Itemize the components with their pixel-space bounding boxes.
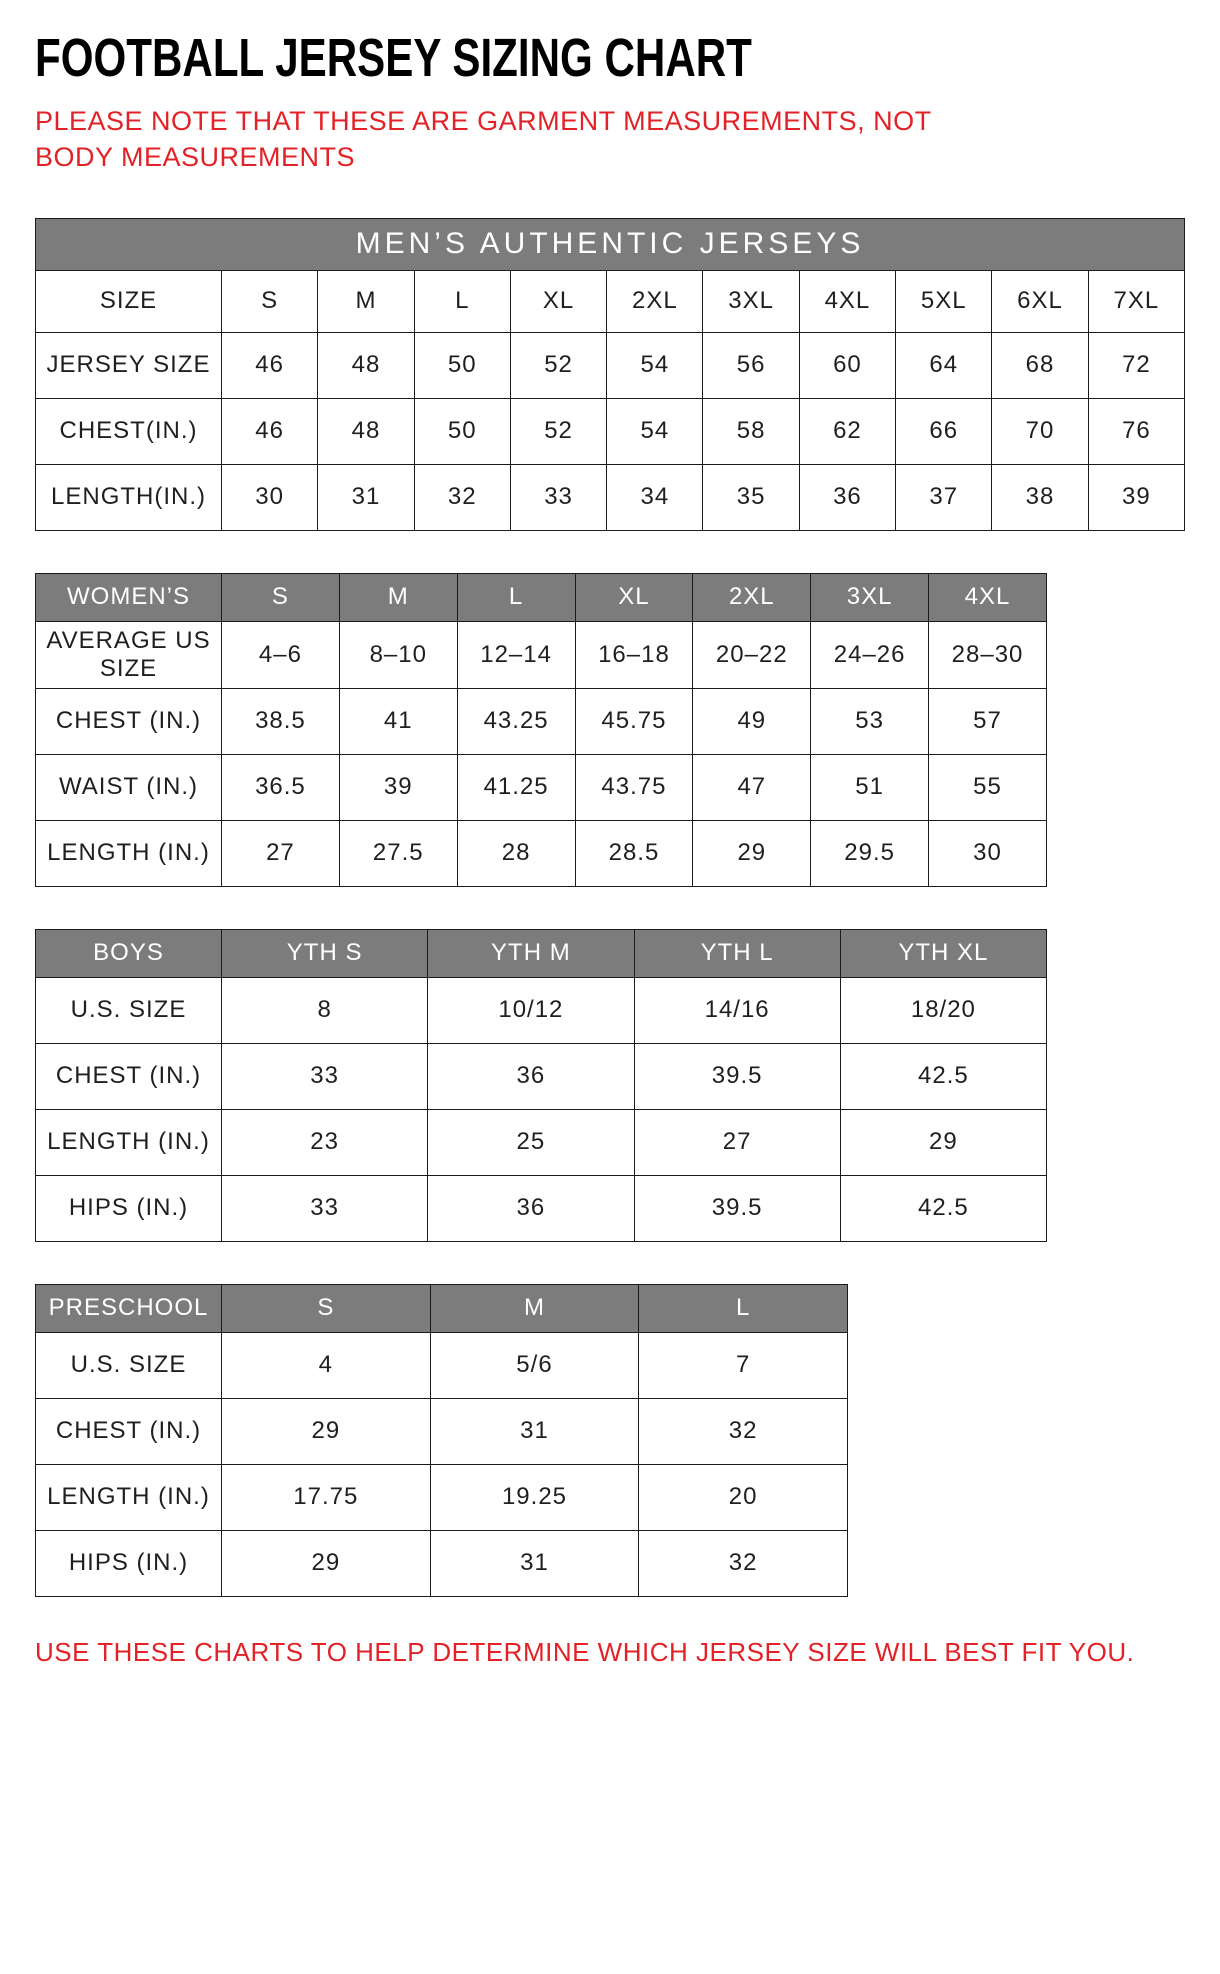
table-row	[36, 1530, 848, 1596]
value-cell: 30	[929, 820, 1047, 886]
value-cell: 23	[222, 1109, 428, 1175]
row-label: U.S. SIZE	[36, 1332, 222, 1398]
value-cell: 10/12	[428, 977, 634, 1043]
row-label: CHEST (IN.)	[36, 1043, 222, 1109]
column-header: L	[414, 270, 510, 332]
column-header: S	[222, 573, 340, 621]
value-cell: 51	[811, 754, 929, 820]
table-header-row	[36, 929, 1047, 977]
row-label: HIPS (IN.)	[36, 1530, 222, 1596]
table-row	[36, 1043, 1047, 1109]
value-cell: 4	[222, 1332, 431, 1398]
value-cell: 57	[929, 688, 1047, 754]
value-cell: 49	[693, 688, 811, 754]
row-label: CHEST(IN.)	[36, 398, 222, 464]
table-row	[36, 977, 1047, 1043]
value-cell: 20–22	[693, 621, 811, 688]
table-banner-row	[36, 218, 1185, 270]
column-header: XL	[575, 573, 693, 621]
value-cell: 39	[1088, 464, 1184, 530]
row-label: HIPS (IN.)	[36, 1175, 222, 1241]
value-cell: 60	[799, 332, 895, 398]
table-row	[36, 754, 1047, 820]
value-cell: 27.5	[339, 820, 457, 886]
table-header-label: PRESCHOOL	[36, 1284, 222, 1332]
value-cell: 55	[929, 754, 1047, 820]
value-cell: 36	[428, 1043, 634, 1109]
table-row	[36, 688, 1047, 754]
column-header: 4XL	[929, 573, 1047, 621]
value-cell: 38.5	[222, 688, 340, 754]
row-label: LENGTH (IN.)	[36, 1109, 222, 1175]
value-cell: 27	[222, 820, 340, 886]
value-cell: 39	[339, 754, 457, 820]
value-cell: 56	[703, 332, 799, 398]
column-header: YTH L	[634, 929, 840, 977]
value-cell: 29	[693, 820, 811, 886]
column-header: 2XL	[607, 270, 703, 332]
value-cell: 38	[992, 464, 1088, 530]
table-row	[36, 820, 1047, 886]
table-row	[36, 1332, 848, 1398]
value-cell: 52	[510, 398, 606, 464]
value-cell: 20	[639, 1464, 848, 1530]
value-cell: 70	[992, 398, 1088, 464]
mens-authentic-jerseys-table	[35, 218, 1185, 531]
column-header: 4XL	[799, 270, 895, 332]
value-cell: 27	[634, 1109, 840, 1175]
value-cell: 29	[222, 1530, 431, 1596]
row-label: WAIST (IN.)	[36, 754, 222, 820]
garment-measurement-note: PLEASE NOTE THAT THESE ARE GARMENT MEASUREMENTS, NOT BODY MEASUREMENTS	[35, 105, 932, 173]
value-cell: 7	[639, 1332, 848, 1398]
value-cell: 39.5	[634, 1175, 840, 1241]
row-label: CHEST (IN.)	[36, 1398, 222, 1464]
value-cell: 39.5	[634, 1043, 840, 1109]
table-header-label: SIZE	[36, 270, 222, 332]
preschool-sizing-table	[35, 1284, 848, 1597]
value-cell: 33	[222, 1175, 428, 1241]
row-label: CHEST (IN.)	[36, 688, 222, 754]
value-cell: 50	[414, 398, 510, 464]
value-cell: 53	[811, 688, 929, 754]
value-cell: 68	[992, 332, 1088, 398]
value-cell: 29	[222, 1398, 431, 1464]
value-cell: 41	[339, 688, 457, 754]
table-row	[36, 464, 1185, 530]
value-cell: 41.25	[457, 754, 575, 820]
value-cell: 54	[607, 398, 703, 464]
table-row	[36, 1398, 848, 1464]
table-header-row	[36, 1284, 848, 1332]
value-cell: 48	[318, 398, 414, 464]
value-cell: 28–30	[929, 621, 1047, 688]
column-header: M	[339, 573, 457, 621]
value-cell: 58	[703, 398, 799, 464]
column-header: S	[222, 1284, 431, 1332]
column-header: M	[318, 270, 414, 332]
value-cell: 29.5	[811, 820, 929, 886]
column-header: XL	[510, 270, 606, 332]
value-cell: 8	[222, 977, 428, 1043]
value-cell: 52	[510, 332, 606, 398]
column-header: S	[222, 270, 318, 332]
table-header-row	[36, 573, 1047, 621]
value-cell: 31	[430, 1398, 639, 1464]
value-cell: 14/16	[634, 977, 840, 1043]
row-label: AVERAGE US SIZE	[36, 621, 222, 688]
value-cell: 28	[457, 820, 575, 886]
value-cell: 43.25	[457, 688, 575, 754]
value-cell: 33	[222, 1043, 428, 1109]
value-cell: 32	[639, 1398, 848, 1464]
value-cell: 5/6	[430, 1332, 639, 1398]
page-title: FOOTBALL JERSEY SIZING CHART	[35, 28, 752, 88]
value-cell: 62	[799, 398, 895, 464]
value-cell: 34	[607, 464, 703, 530]
value-cell: 32	[639, 1530, 848, 1596]
value-cell: 36	[428, 1175, 634, 1241]
value-cell: 8–10	[339, 621, 457, 688]
table-row	[36, 1109, 1047, 1175]
value-cell: 46	[222, 332, 318, 398]
value-cell: 24–26	[811, 621, 929, 688]
boys-sizing-table	[35, 929, 1047, 1242]
value-cell: 18/20	[840, 977, 1046, 1043]
value-cell: 28.5	[575, 820, 693, 886]
value-cell: 36.5	[222, 754, 340, 820]
row-label: JERSEY SIZE	[36, 332, 222, 398]
table-row	[36, 332, 1185, 398]
row-label: U.S. SIZE	[36, 977, 222, 1043]
value-cell: 32	[414, 464, 510, 530]
table-header-label: BOYS	[36, 929, 222, 977]
table-row	[36, 1175, 1047, 1241]
row-label: LENGTH (IN.)	[36, 1464, 222, 1530]
value-cell: 30	[222, 464, 318, 530]
value-cell: 25	[428, 1109, 634, 1175]
column-header: 5XL	[896, 270, 992, 332]
row-label: LENGTH (IN.)	[36, 820, 222, 886]
value-cell: 42.5	[840, 1043, 1046, 1109]
value-cell: 46	[222, 398, 318, 464]
table-row	[36, 1464, 848, 1530]
table-row	[36, 398, 1185, 464]
value-cell: 64	[896, 332, 992, 398]
womens-sizing-table	[35, 573, 1047, 887]
table-header-row	[36, 270, 1185, 332]
column-header: 2XL	[693, 573, 811, 621]
value-cell: 48	[318, 332, 414, 398]
value-cell: 31	[430, 1530, 639, 1596]
value-cell: 54	[607, 332, 703, 398]
value-cell: 72	[1088, 332, 1184, 398]
column-header: 3XL	[811, 573, 929, 621]
table-row	[36, 621, 1047, 688]
value-cell: 43.75	[575, 754, 693, 820]
value-cell: 35	[703, 464, 799, 530]
column-header: YTH S	[222, 929, 428, 977]
value-cell: 31	[318, 464, 414, 530]
value-cell: 33	[510, 464, 606, 530]
value-cell: 42.5	[840, 1175, 1046, 1241]
value-cell: 19.25	[430, 1464, 639, 1530]
value-cell: 50	[414, 332, 510, 398]
value-cell: 4–6	[222, 621, 340, 688]
value-cell: 36	[799, 464, 895, 530]
value-cell: 12–14	[457, 621, 575, 688]
value-cell: 66	[896, 398, 992, 464]
column-header: L	[639, 1284, 848, 1332]
value-cell: 16–18	[575, 621, 693, 688]
column-header: M	[430, 1284, 639, 1332]
value-cell: 17.75	[222, 1464, 431, 1530]
column-header: 7XL	[1088, 270, 1184, 332]
column-header: 3XL	[703, 270, 799, 332]
table-banner: MEN’S AUTHENTIC JERSEYS	[36, 218, 1185, 270]
value-cell: 76	[1088, 398, 1184, 464]
value-cell: 47	[693, 754, 811, 820]
fit-advice-footer: USE THESE CHARTS TO HELP DETERMINE WHICH JERSEY SIZE WILL BEST FIT YOU.	[35, 1636, 1135, 1667]
column-header: YTH XL	[840, 929, 1046, 977]
value-cell: 45.75	[575, 688, 693, 754]
column-header: YTH M	[428, 929, 634, 977]
value-cell: 37	[896, 464, 992, 530]
column-header: 6XL	[992, 270, 1088, 332]
column-header: L	[457, 573, 575, 621]
row-label: LENGTH(IN.)	[36, 464, 222, 530]
value-cell: 29	[840, 1109, 1046, 1175]
table-header-label: WOMEN’S	[36, 573, 222, 621]
